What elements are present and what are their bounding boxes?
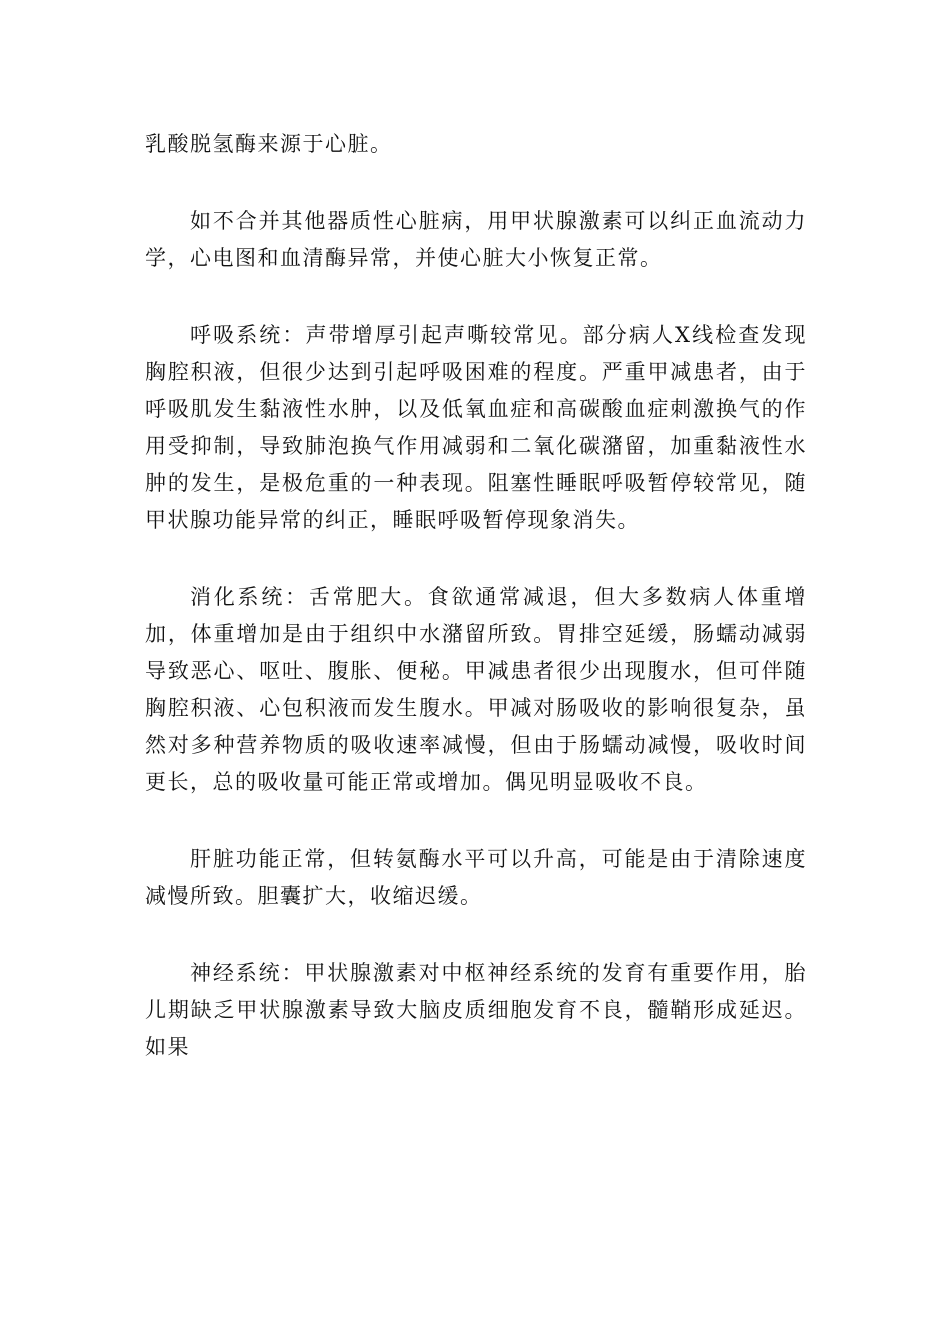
paragraph-heart-treatment: 如不合并其他器质性心脏病，用甲状腺激素可以纠正血流动力学，心电图和血清酶异常，并使心脏大小恢复正常。 — [145, 209, 807, 270]
paragraph-respiratory-system: 呼吸系统：声带增厚引起声嘶较常见。部分病人X线检查发现胸腔积液，但很少达到引起呼吸困难的程度。严重甲减患者，由于呼吸肌发生黏液性水肿，以及低氧血症和高碳酸血症刺激换气的作用受抑制，导致肺泡换气作用减弱和二氧化碳潴留，加重黏液性水肿的发生，是极危重的一种表现。阻塞性睡眠呼吸暂停较常见，随甲状腺功能异常的纠正，睡眠呼吸暂停现象消失。 — [145, 323, 807, 532]
paragraph-ldh-source: 乳酸脱氢酶来源于心脏。 — [145, 132, 393, 156]
document-page — [145, 126, 807, 1106]
paragraph-liver-function: 肝脏功能正常，但转氨酶水平可以升高，可能是由于清除速度减慢所致。胆囊扩大，收缩迟缓。 — [145, 847, 807, 908]
paragraph-nervous-system: 神经系统：甲状腺激素对中枢神经系统的发育有重要作用，胎儿期缺乏甲状腺激素导致大脑皮质细胞发育不良，髓鞘形成延迟。如果 — [145, 961, 807, 1059]
paragraph-digestive-system: 消化系统：舌常肥大。食欲通常减退，但大多数病人体重增加，体重增加是由于组织中水潴留所致。胃排空延缓，肠蠕动减弱导致恶心、呕吐、腹胀、便秘。甲减患者很少出现腹水，但可伴随胸腔积液、心包积液而发生腹水。甲减对肠吸收的影响很复杂，虽然对多种营养物质的吸收速率减慢，但由于肠蠕动减慢，吸收时间更长，总的吸收量可能正常或增加。偶见明显吸收不良。 — [145, 585, 807, 794]
